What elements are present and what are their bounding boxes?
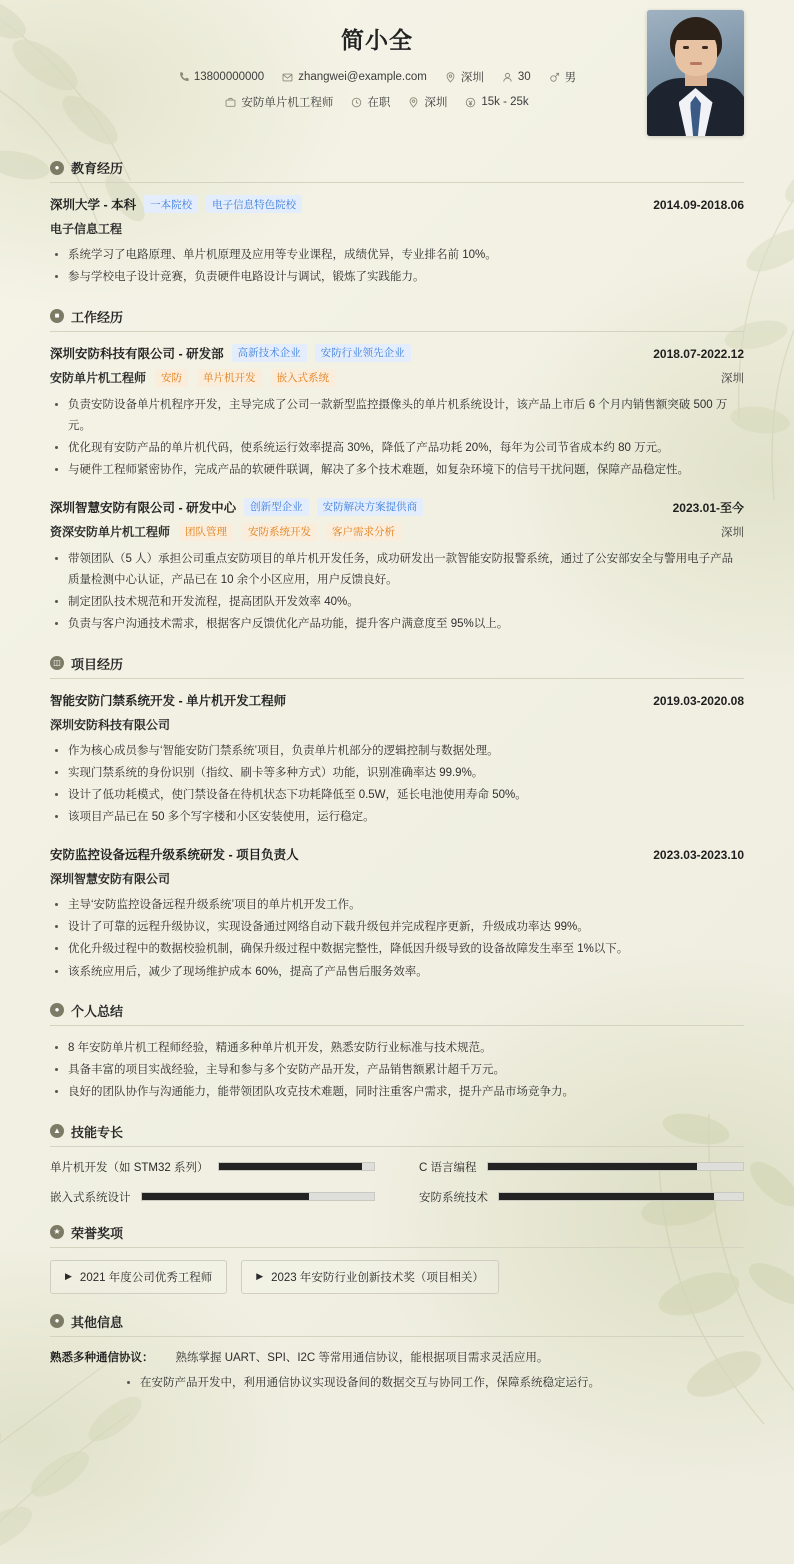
skill-item xyxy=(419,1189,744,1205)
skill-bar-fill xyxy=(142,1193,309,1200)
contact-row-primary xyxy=(50,69,744,85)
project-bullets xyxy=(50,895,744,983)
location-icon xyxy=(408,97,419,108)
list-item: • 主导‘安防监控设备远程升级系统’项目的单片机开发工作。 xyxy=(68,895,744,916)
education-bullets xyxy=(50,245,744,289)
section-title: 教育经历 xyxy=(71,161,124,176)
other-item xyxy=(50,1349,744,1394)
skill-name: C 语言编程 xyxy=(419,1161,477,1174)
list-item: • 与硬件工程师紧密协作，完成产品的软硬件联调，解决了多个技术难题，如复杂环境下的信号干扰问题，保障产品稳定性。 xyxy=(68,460,744,481)
list-item: • 作为核心成员参与‘智能安防门禁系统’项目，负责单片机部分的逻辑控制与数据处理。 xyxy=(68,741,744,762)
honor-item xyxy=(241,1260,499,1294)
list-item: • 良好的团队协作与沟通能力，能带领团队攻克技术难题，同时注重客户需求，提升产品市场竞争力。 xyxy=(68,1082,744,1103)
list-item: • 在安防产品开发中，利用通信协议实现设备间的数据交互与协同工作，保障系统稳定运行。 xyxy=(140,1373,744,1394)
skill-bar xyxy=(487,1162,745,1171)
skill-item xyxy=(50,1189,375,1205)
project-company: 深圳安防科技有限公司 xyxy=(50,717,171,732)
contact-status xyxy=(351,94,390,110)
work-role: 安防单片机工程师 xyxy=(50,371,147,386)
section-header xyxy=(50,1312,744,1337)
contact-gender-value: 男 xyxy=(564,72,577,84)
project-date: 2023.03-2023.10 xyxy=(653,847,744,862)
skill-name: 嵌入式系统设计 xyxy=(50,1191,131,1204)
project-bullets xyxy=(50,741,744,829)
other-item-title: 熟悉多种通信协议： xyxy=(50,1351,154,1364)
project-title: 智能安防门禁系统开发 - 单片机开发工程师 xyxy=(50,693,287,708)
honor-list xyxy=(50,1260,744,1294)
skill-name: 单片机开发（如 STM32 系列） xyxy=(50,1161,209,1174)
project-company: 深圳智慧安防有限公司 xyxy=(50,871,171,886)
contact-work-city xyxy=(408,94,447,110)
contact-salary-value: 15k - 25k xyxy=(481,96,529,108)
skill-item xyxy=(419,1159,744,1175)
list-item: • 该系统应用后，减少了现场维护成本 60%，提高了产品售后服务效率。 xyxy=(68,962,744,983)
work-date: 2023.01-至今 xyxy=(672,500,744,515)
work-bullets xyxy=(50,395,744,482)
section-header xyxy=(50,1122,744,1147)
honor-label: 2021 年度公司优秀工程师 xyxy=(79,1271,213,1284)
contact-email xyxy=(282,69,427,85)
briefcase-icon xyxy=(225,97,236,108)
salary-icon xyxy=(465,97,476,108)
section-title: 工作经历 xyxy=(71,309,124,325)
skill-bar xyxy=(498,1192,744,1201)
work-role-tag: 安防系统开发 xyxy=(242,523,317,541)
section-title: 技能专长 xyxy=(71,1124,124,1140)
skill-bar-fill xyxy=(488,1163,698,1170)
section-header xyxy=(50,307,744,332)
work-date: 2018.07-2022.12 xyxy=(653,346,744,361)
contact-age xyxy=(502,69,531,85)
skill-bar-fill xyxy=(219,1163,361,1170)
info-icon: ● xyxy=(50,1314,64,1328)
work-entry xyxy=(50,498,744,636)
resume-header xyxy=(0,0,794,140)
section-header xyxy=(50,1001,744,1026)
section-title: 项目经历 xyxy=(71,656,124,672)
age-icon xyxy=(502,72,513,83)
work-role-tag: 单片机开发 xyxy=(197,369,262,387)
work-tag: 创新型企业 xyxy=(244,498,309,516)
work-bullets xyxy=(50,549,744,636)
contact-row-secondary xyxy=(50,94,744,110)
section-skills xyxy=(0,1122,794,1205)
gender-icon xyxy=(549,72,560,83)
skills-icon: ▲ xyxy=(50,1124,64,1138)
contact-salary xyxy=(465,94,528,110)
list-item: • 负责与客户沟通技术需求，根据客户反馈优化产品功能，提升客户满意度至 95%以上。 xyxy=(68,614,744,635)
work-role-tag: 安防 xyxy=(155,369,188,387)
section-header xyxy=(50,1223,744,1248)
contact-phone xyxy=(178,69,264,85)
work-role-tag: 嵌入式系统 xyxy=(271,369,336,387)
work-role: 资深安防单片机工程师 xyxy=(50,525,171,540)
list-item: • 参与学校电子设计竞赛，负责硬件电路设计与调试，锻炼了实践能力。 xyxy=(68,267,744,288)
other-item-desc: 熟练掌握 UART、SPI、I2C 等常用通信协议，能根据项目需求灵活应用。 xyxy=(175,1351,549,1364)
contact-status-value: 在职 xyxy=(367,97,391,109)
status-icon xyxy=(351,97,362,108)
list-item: • 具备丰富的项目实战经验，主导和参与多个安防产品开发，产品销售额累计超千万元。 xyxy=(68,1060,744,1081)
grid-icon: ◫ xyxy=(50,656,64,670)
section-header xyxy=(50,158,744,183)
skill-bar xyxy=(141,1192,376,1201)
list-item: • 实现门禁系统的身份识别（指纹、刷卡等多种方式）功能，识别准确率达 99.9%。 xyxy=(68,763,744,784)
contact-position xyxy=(225,94,333,110)
contact-position-value: 安防单片机工程师 xyxy=(241,97,334,109)
list-item: • 制定团队技术规范和开发流程，提高团队开发效率 40%。 xyxy=(68,592,744,613)
section-education xyxy=(0,158,794,289)
skill-bar xyxy=(218,1162,375,1171)
work-tag: 高新技术企业 xyxy=(232,344,307,362)
contact-email-value[interactable]: zhangwei@example.com xyxy=(298,71,427,83)
project-date: 2019.03-2020.08 xyxy=(653,693,744,708)
contact-gender xyxy=(549,69,577,85)
education-tag: 一本院校 xyxy=(144,195,198,213)
section-summary xyxy=(0,1001,794,1104)
list-item: • 设计了可靠的远程升级协议，实现设备通过网络自动下载升级包并完成程序更新，升级成功率达 99%。 xyxy=(68,917,744,938)
contact-city-value: 深圳 xyxy=(460,72,484,84)
work-company: 深圳智慧安防有限公司 - 研发中心 xyxy=(50,500,237,515)
section-projects xyxy=(0,654,794,983)
education-entry xyxy=(50,195,744,289)
work-company: 深圳安防科技有限公司 - 研发部 xyxy=(50,346,224,361)
list-item: • 优化升级过程中的数据校验机制，确保升级过程中数据完整性，降低因升级导致的设备故障发生率至 1%以下。 xyxy=(68,939,744,960)
education-school: 深圳大学 - 本科 xyxy=(50,198,137,212)
page-title: 简小全 xyxy=(341,27,413,53)
contact-age-value: 30 xyxy=(517,71,531,83)
list-item: • 系统学习了电路原理、单片机原理及应用等专业课程，成绩优异，专业排名前 10%。 xyxy=(68,245,744,266)
work-city: 深圳 xyxy=(721,526,744,539)
other-bullets xyxy=(50,1373,744,1394)
project-entry xyxy=(50,845,744,983)
avatar xyxy=(647,10,744,136)
skills-grid xyxy=(50,1159,744,1205)
building-icon: ■ xyxy=(50,309,64,323)
section-title: 其他信息 xyxy=(71,1314,124,1330)
list-item: • 负责安防设备单片机程序开发，主导完成了公司一款新型监控摄像头的单片机系统设计，该产品上市后 6 个月内销售额突破 500 万元。 xyxy=(68,395,744,438)
work-entry xyxy=(50,344,744,482)
honor-item xyxy=(50,1260,227,1294)
section-header xyxy=(50,654,744,679)
work-role-tag: 团队管理 xyxy=(179,523,233,541)
education-date: 2014.09-2018.06 xyxy=(653,198,744,212)
location-icon xyxy=(445,72,456,83)
trophy-icon: ★ xyxy=(50,1225,64,1239)
skill-item xyxy=(50,1159,375,1175)
triangle-right-icon: ▶ xyxy=(65,1271,72,1282)
person-icon: ● xyxy=(50,1003,64,1017)
work-city: 深圳 xyxy=(721,372,744,385)
mail-icon xyxy=(282,72,293,83)
contact-city xyxy=(445,69,484,85)
honor-label: 2023 年安防行业创新技术奖（项目相关） xyxy=(271,1271,484,1284)
list-item: • 设计了低功耗模式，使门禁设备在待机状态下功耗降低至 0.5W，延长电池使用寿命 50%。 xyxy=(68,785,744,806)
list-item: • 优化现有安防产品的单片机代码，使系统运行效率提高 30%，降低了产品功耗 20%，每年为公司节省成本约 80 万元。 xyxy=(68,438,744,459)
phone-icon xyxy=(178,72,189,83)
summary-bullets xyxy=(50,1038,744,1104)
section-work xyxy=(0,307,794,636)
work-tag: 安防行业领先企业 xyxy=(315,344,411,362)
section-title: 个人总结 xyxy=(71,1003,124,1019)
skill-name: 安防系统技术 xyxy=(419,1191,488,1204)
section-honors xyxy=(0,1223,794,1294)
work-role-tag: 客户需求分析 xyxy=(326,523,401,541)
list-item: • 该项目产品已在 50 多个写字楼和小区安装使用，运行稳定。 xyxy=(68,807,744,828)
list-item: • 带领团队（5 人）承担公司重点安防项目的单片机开发任务，成功研发出一款智能安防报警系统，通过了公安部安全与警用电子产品质量检测中心认证，产品已在 10 余个小区应用，用户反馈良好。 xyxy=(68,549,744,592)
education-tag: 电子信息特色院校 xyxy=(206,195,302,213)
graduation-icon: ● xyxy=(50,161,64,175)
contact-work-city-value: 深圳 xyxy=(424,97,448,109)
work-tag: 安防解决方案提供商 xyxy=(317,498,424,516)
education-major: 电子信息工程 xyxy=(50,222,123,236)
section-other xyxy=(0,1312,794,1394)
project-entry xyxy=(50,691,744,829)
contact-phone-value: 13800000000 xyxy=(193,71,265,83)
skill-bar-fill xyxy=(499,1193,714,1200)
section-title: 荣誉奖项 xyxy=(71,1225,124,1241)
project-title: 安防监控设备远程升级系统研发 - 项目负责人 xyxy=(50,847,299,862)
list-item: • 8 年安防单片机工程师经验，精通多种单片机开发，熟悉安防行业标准与技术规范。 xyxy=(68,1038,744,1059)
triangle-right-icon: ▶ xyxy=(256,1271,264,1282)
